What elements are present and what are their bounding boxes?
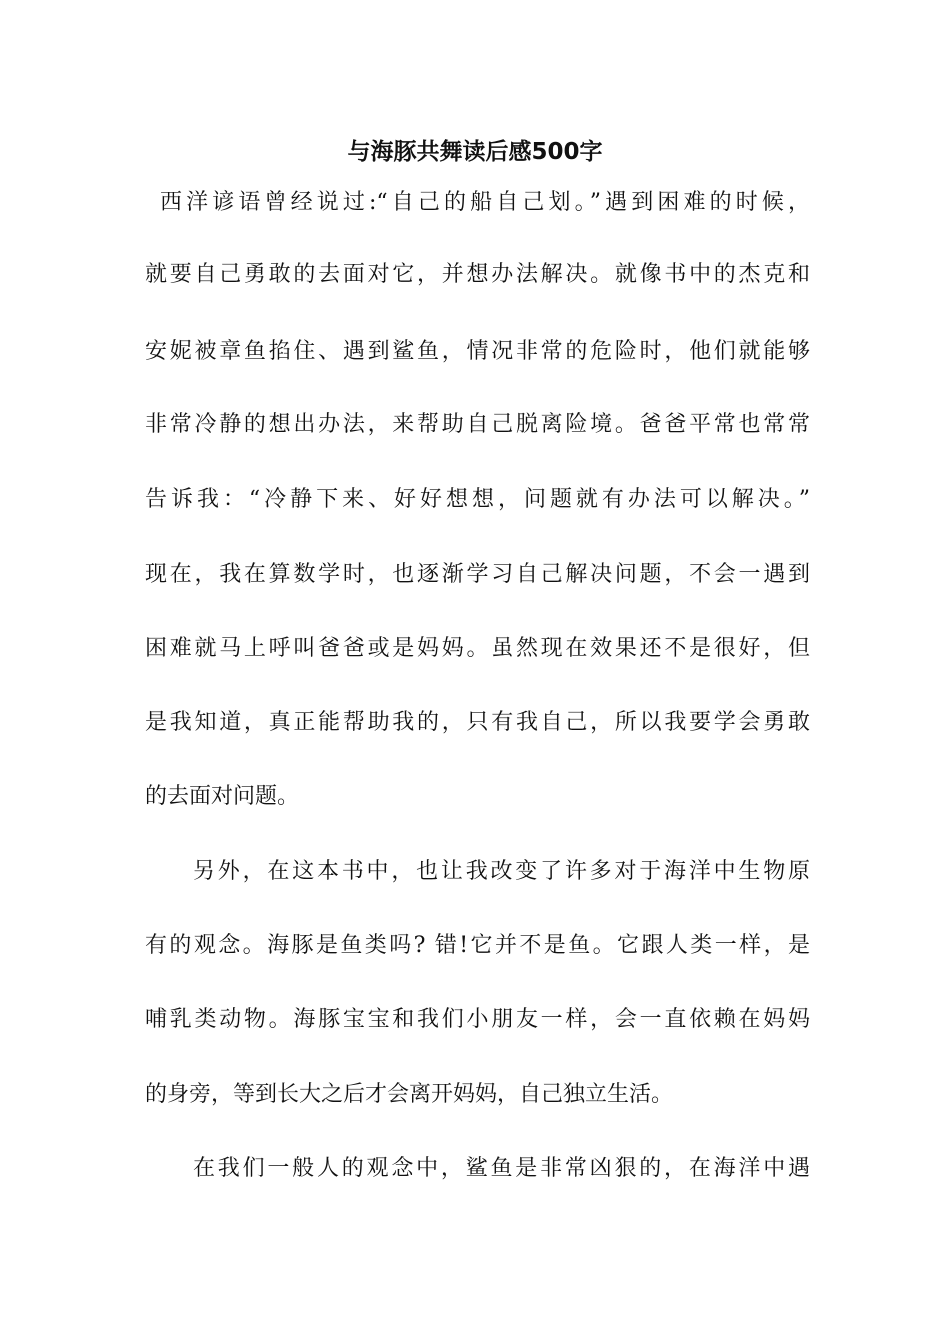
paragraph-line-3: 安妮被章鱼掐住、遇到鲨鱼，情况非常的危险时，他们就能够 xyxy=(145,339,810,364)
document-title: 与海豚共舞读后感500字 xyxy=(347,139,603,165)
paragraph-line-4: 非常冷静的想出办法，来帮助自己脱离险境。爸爸平常也常常 xyxy=(145,412,810,437)
paragraph-line-1: 西洋谚语曾经说过:“自己的船自己划。”遇到困难的时候， xyxy=(160,190,810,215)
paragraph-line-14: 在我们一般人的观念中，鲨鱼是非常凶狠的，在海洋中遇 xyxy=(193,1156,810,1181)
paragraph-line-13: 的身旁，等到长大之后才会离开妈妈，自己独立生活。 xyxy=(145,1082,674,1107)
paragraph-line-2: 就要自己勇敢的去面对它，并想办法解决。就像书中的杰克和 xyxy=(145,262,810,287)
paragraph-line-12: 哺乳类动物。海豚宝宝和我们小朋友一样，会一直依赖在妈妈 xyxy=(145,1007,810,1032)
paragraph-line-6: 现在，我在算数学时，也逐渐学习自己解决问题，不会一遇到 xyxy=(145,562,810,587)
paragraph-line-7: 困难就马上呼叫爸爸或是妈妈。虽然现在效果还不是很好，但 xyxy=(145,636,810,661)
paragraph-line-8: 是我知道，真正能帮助我的，只有我自己，所以我要学会勇敢 xyxy=(145,710,810,735)
paragraph-line-5: 告诉我：“冷静下来、好好想想，问题就有办法可以解决。” xyxy=(145,487,810,512)
paragraph-line-11: 有的观念。海豚是鱼类吗? 错!它并不是鱼。它跟人类一样，是 xyxy=(145,933,810,958)
paragraph-line-10: 另外，在这本书中，也让我改变了许多对于海洋中生物原 xyxy=(193,859,810,884)
paragraph-line-9: 的去面对问题。 xyxy=(145,784,300,809)
